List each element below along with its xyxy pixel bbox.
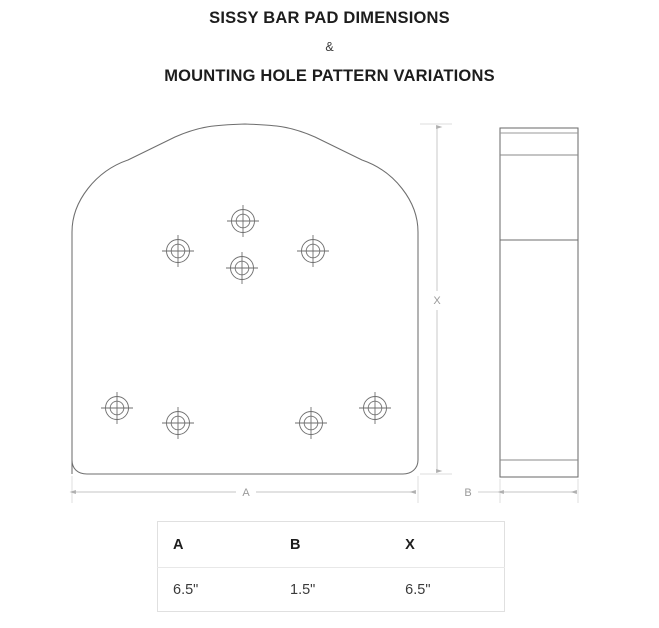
title-block [0, 0, 659, 86]
dimension-a [72, 476, 418, 503]
dimension-label-x: X [433, 295, 441, 307]
dimension-x [420, 124, 452, 474]
dimensions-table [157, 521, 505, 612]
dimension-label-b: B [464, 487, 472, 499]
table-row [158, 568, 505, 612]
table-header-row [158, 522, 505, 568]
page-title: SISSY BAR PAD DIMENSIONS [209, 9, 450, 27]
dimension-label-a: A [242, 487, 250, 499]
table-header-a: A [158, 522, 277, 568]
table-header-b: B [276, 522, 392, 568]
title-ampersand: & [325, 40, 334, 54]
table-cell-b: 1.5" [290, 581, 316, 598]
sissy-bar-pad-front-view [72, 124, 418, 474]
table-header-x: X [392, 522, 504, 568]
pad-outline [72, 124, 418, 474]
dimension-b [464, 479, 578, 503]
technical-drawing [0, 105, 659, 510]
table-cell-a: 6.5" [173, 581, 199, 598]
table-cell-x: 6.5" [405, 581, 431, 598]
page-subtitle: MOUNTING HOLE PATTERN VARIATIONS [164, 67, 495, 85]
sissy-bar-pad-side-view [500, 128, 578, 477]
